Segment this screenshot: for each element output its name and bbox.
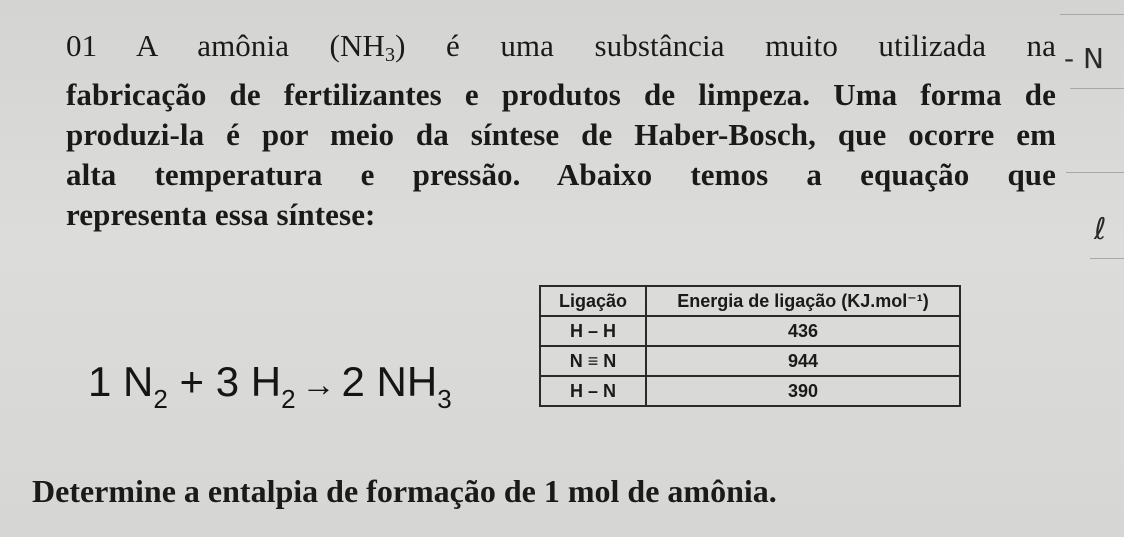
question-line-1-start: 01 A amônia (NH	[66, 28, 385, 63]
question-line-2: fabricação de fertilizantes e produtos de limpeza. Uma forma de	[66, 77, 1056, 112]
handwritten-note: - N	[1064, 42, 1104, 75]
product-nh3-subscript: 3	[437, 384, 452, 414]
reactant-h2: + 3 H	[167, 358, 282, 405]
bond-energy-table	[539, 285, 961, 407]
table-row	[540, 376, 960, 406]
reactant-h2-subscript: 2	[281, 384, 296, 414]
notebook-line	[1060, 14, 1124, 15]
chemical-equation	[88, 358, 452, 415]
bond-cell: N ≡ N	[540, 346, 646, 376]
question-prompt: Determine a entalpia de formação de 1 mol de amônia.	[32, 473, 777, 509]
product-nh3: 2 NH	[341, 358, 438, 405]
energy-cell: 944	[646, 346, 960, 376]
notebook-line	[1090, 258, 1124, 259]
handwritten-note: ℓ	[1094, 212, 1107, 247]
question-line-1-end: ) é uma substância muito utilizada na	[395, 28, 1056, 63]
table-row	[540, 346, 960, 376]
header-bond: Ligação	[540, 286, 646, 316]
question-line-1	[66, 26, 1056, 75]
bond-energy-table-wrap	[539, 285, 961, 407]
nh3-subscript: 3	[384, 44, 396, 66]
energy-cell: 436	[646, 316, 960, 346]
notebook-line	[1070, 88, 1124, 89]
notebook-line	[1066, 172, 1124, 173]
question-line-4: alta temperatura e pressão. Abaixo temos a equação que	[66, 157, 1056, 192]
question-line-5: representa essa síntese:	[66, 197, 376, 232]
question-text	[66, 26, 1056, 235]
table-row	[540, 316, 960, 346]
energy-cell: 390	[646, 376, 960, 406]
reactant-n2-subscript: 2	[153, 384, 168, 414]
reactant-n2: 1 N	[88, 358, 154, 405]
bond-cell: H – N	[540, 376, 646, 406]
bond-cell: H – H	[540, 316, 646, 346]
reaction-arrow-icon: →	[301, 366, 336, 404]
table-header-row	[540, 286, 960, 316]
header-energy: Energia de ligação (KJ.mol⁻¹)	[646, 286, 960, 316]
question-line-3: produzi-la é por meio da síntese de Haber-Bosch, que ocorre em	[66, 117, 1056, 152]
